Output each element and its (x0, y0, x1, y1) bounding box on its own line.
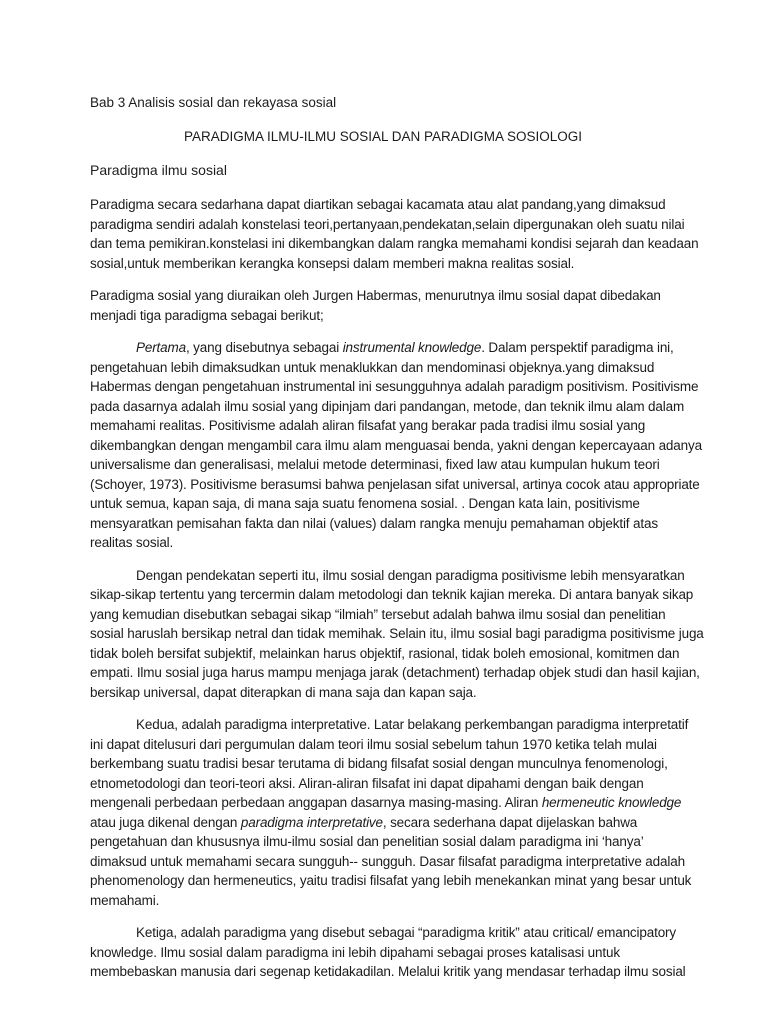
text-line: (Schoyer, 1973). Positivisme berasumsi bahwa penjelasan sifat universal, artinya cocok atau appropriate (90, 476, 700, 492)
text-line: realitas sosial. (90, 535, 174, 550)
text-line: sosial haruslah bersikap netral dan tidak memihak. Selain itu, ilmu sosial bagi paradigma positivisme juga (90, 626, 704, 641)
text-line (90, 338, 676, 358)
text-line: phenomenology dan hermeneutics, yaitu tradisi filsafat yang lebih menekankan minat yang besar untuk (90, 873, 692, 888)
text-line: Kedua, adalah paradigma interpretative. Latar belakang perkembangan paradigma interpretatif (136, 717, 689, 732)
text-line (90, 793, 682, 813)
text-line: universalisme dan generalisasi, melalui metode determinasi, fixed law atau kumpulan hukum teori (90, 457, 660, 472)
chapter-heading: Bab 3 Analisis sosial dan rekayasa sosial (90, 95, 337, 110)
text-line: berkembang suatu tradisi besar terutama di bidang filsafat sosial dengan munculnya fenomenologi, (90, 756, 668, 771)
text-line: pengetahuan lebih dimaksudkan untuk menaklukkan dan mendominasi objeknya.yang dimaksud (90, 359, 655, 375)
text-line: Paradigma secara sedarhana dapat diartikan sebagai kacamata atau alat pandang,yang dimaksud (90, 197, 666, 212)
text-line: dimaksud untuk memahami secara sungguh-- sungguh. Dasar filsafat paradigma interpretative adalah (90, 853, 685, 869)
text-line: Dengan pendekatan seperti itu, ilmu sosial dengan paradigma positivisme lebih mensyaratkan (136, 567, 685, 583)
text-line: yang kemudian disebutkan sebagai sikap “ilmiah” tersebut adalah bahwa ilmu sosial dan penelitian (90, 606, 666, 622)
italic-term: instrumental knowledge (342, 340, 482, 355)
italic-term: hermeneutic knowledge (541, 795, 682, 810)
paragraph-critical-knowledge (90, 923, 686, 982)
text-line: untuk semua, kapan saja, di mana saja suatu fenomena sosial. . Dengan kata lain, positivisme (90, 496, 640, 511)
text-line: ini dapat ditelusuri dari pergumulan dalam teori ilmu sosial sebelum tahun 1970 ketika telah mulai (90, 736, 657, 752)
inline-text: , yang disebutnya sebagai (185, 340, 343, 355)
text-line: sikap-sikap tertentu yang tercermin dalam metodologi dan teknik kajian mereka. Di antara banyak sikap (90, 587, 694, 602)
italic-term: Pertama (136, 340, 186, 355)
text-line: menjadi tiga paradigma sebagai berikut; (90, 307, 324, 323)
text-line: paradigma sendiri adalah konstelasi teori,pertanyaan,pendekatan,selain dipergunakan oleh suatu nilai (90, 216, 685, 232)
inline-text: mengenali perbedaan perbedaan anggapan dasarnya masing-masing. Aliran (90, 795, 542, 810)
section-subheading: Paradigma ilmu sosial (90, 162, 227, 178)
text-line: Ketiga, adalah paradigma yang disebut sebagai “paradigma kritik” atau critical/ emancipatory (136, 925, 677, 940)
text-line: dikembangkan dengan mengambil cara ilmu alam menguasai benda, yakni dengan kepercayaan adanya (90, 437, 702, 453)
text-line: memahami. (90, 892, 160, 908)
text-line: empati. Ilmu sosial juga harus mampu menjaga jarak (detachment) terhadap objek studi dan hasil kajian, (90, 665, 700, 680)
italic-term: paradigma interpretative (240, 814, 383, 830)
text-line: bersikap universal, dapat diterapkan di mana saja dan kapan saja. (90, 684, 477, 700)
inline-text: . Dalam perspektif paradigma ini, (481, 340, 674, 355)
inline-text: , secara sederhana dapat dijelaskan bahwa (382, 814, 638, 830)
inline-text: atau juga dikenal dengan (90, 814, 241, 830)
text-line: pengetahuan dan khususnya ilmu-ilmu sosial dan penelitian sosial dalam paradigma ini ‘hanya’ (90, 834, 644, 849)
text-line: Habermas dengan pengetahuan instrumental ini sesungguhnya adalah paradigm positivism. Positivisme (90, 379, 699, 394)
text-line: etnometodologi dan teori-teori aksi. Aliran-aliran filsafat ini dapat dipahami dengan baik dengan (90, 775, 644, 791)
text-line: dan tema pemikiran.konstelasi ini dikembangkan dalam rangka memahami kondisi sejarah dan keadaan (90, 236, 699, 251)
text-line: tidak boleh bersifat subjektif, melainkan harus objektif, rasional, tidak boleh emosional, komitmen dan (90, 645, 680, 661)
text-line: sosial,untuk memberikan kerangka konsepsi dalam memberi makna realitas sosial. (90, 255, 575, 271)
text-line (90, 813, 676, 833)
text-line: memahami realitas. Positivisme adalah aliran filsafat yang berakar pada tradisi ilmu sosial yang (90, 418, 646, 433)
page-title: PARADIGMA ILMU-ILMU SOSIAL DAN PARADIGMA SOSIOLOGI (183, 129, 583, 144)
text-line: pada dasarnya adalah ilmu sosial yang dipinjam dari pandangan, metode, dan teknik ilmu alam dalam (90, 398, 685, 414)
text-line: mensyaratkan pemisahan fakta dan nilai (values) dalam rangka menuju pemahaman objektif atas (90, 515, 658, 531)
paragraph-definition (90, 195, 699, 273)
paragraph-positivism-attitudes (90, 566, 704, 703)
paragraph-habermas-intro (90, 286, 676, 325)
text-line: membebaskan manusia dari segenap ketidakadilan. Melalui kritik yang mendasar terhadap ilmu sosial (90, 964, 686, 979)
text-line: knowledge. Ilmu sosial dalam paradigma ini lebih dipahami sebagai proses katalisasi untuk (90, 944, 620, 960)
paragraph-instrumental-knowledge (90, 338, 702, 553)
text-line: Paradigma sosial yang diuraikan oleh Jurgen Habermas, menurutnya ilmu sosial dapat dibedakan (90, 288, 661, 303)
paragraph-interpretative (90, 715, 692, 910)
